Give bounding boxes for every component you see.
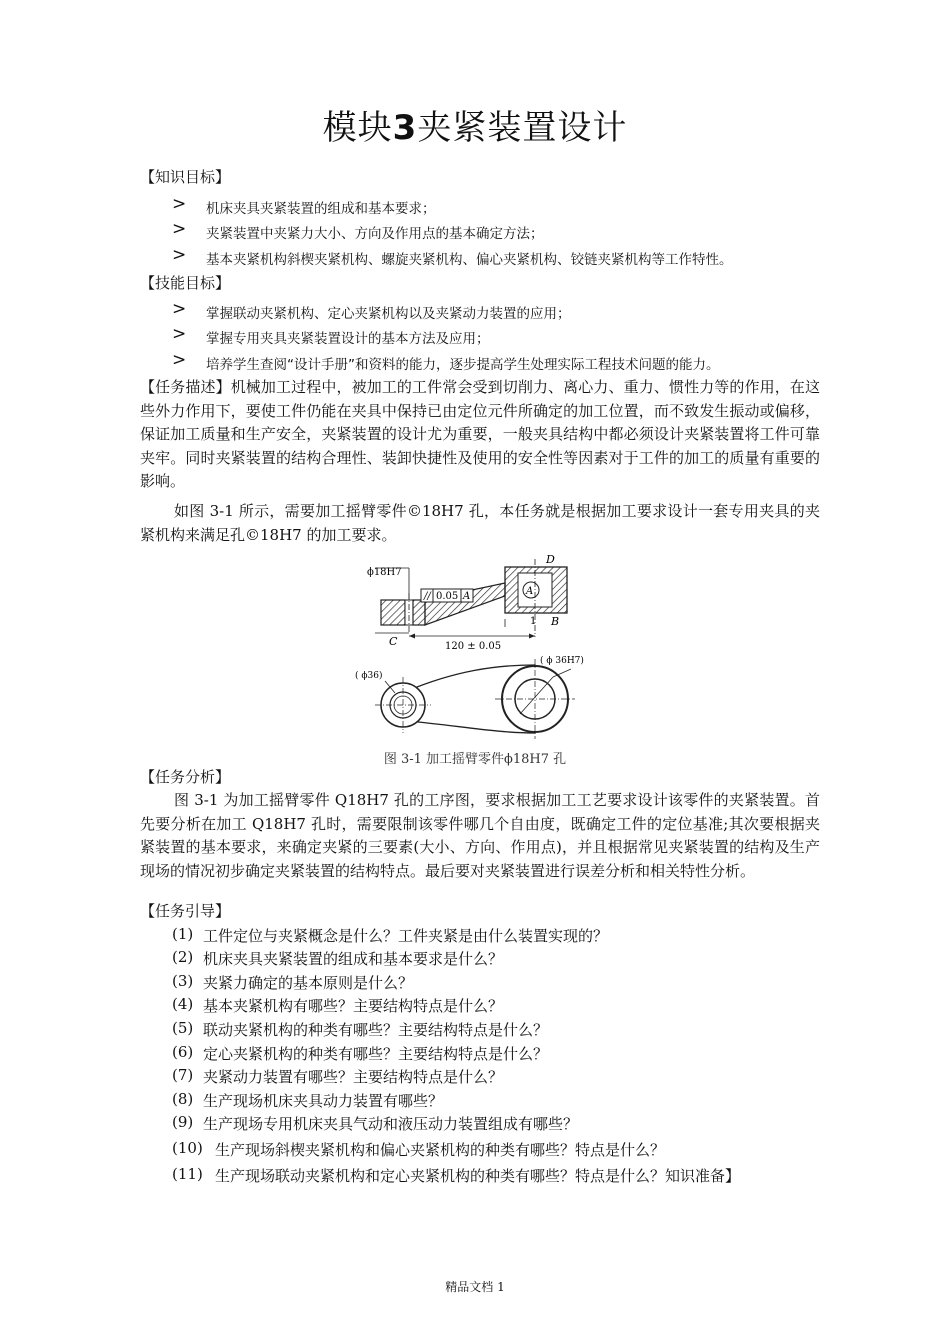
label-a-mark: A: [526, 586, 534, 597]
guide-item: (3) 夹紧力确定的基本原则是什么？: [172, 972, 414, 992]
guide-item: (5) 联动夹紧机构的种类有哪些？主要结构特点是什么？: [172, 1019, 549, 1039]
title-prefix: 模块: [322, 108, 393, 148]
guide-item: (9) 生产现场专用机床夹具气动和液压动力装置组成有哪些？: [172, 1113, 579, 1133]
guide-item: (11) 生产现场联动夹紧机构和定心夹紧机构的种类有哪些？特点是什么？知识准备】: [172, 1165, 741, 1185]
bullet-arrow-icon: >: [172, 324, 187, 344]
guide-item: (1) 工件定位与夹紧概念是什么？工件夹紧是由什么装置实现的？: [172, 925, 609, 945]
task-analysis-text: 图 3-1 为加工摇臂零件 Q18H7 孔的工序图，要求根据加工工艺要求设计该零件的夹紧装置。首先要分析在加工 Q18H7 孔时，需要限制该零件哪几个自由度，既确定工件的定位基准;其次要根据夹紧装置的基本要求，来确定夹紧的三要素(大小、方向、作用点)，并且根据常见夹紧装置的结构及生产现场的情况初步确定夹紧装置的结构特点。最后要对夹紧装置进行误差分析和相关特性分析。: [140, 791, 820, 880]
bullet-arrow-icon: >: [172, 350, 187, 370]
label-c-mark: C: [389, 635, 398, 648]
task-description-label: 【任务描述】: [140, 378, 231, 396]
page-title: [0, 100, 950, 149]
task-analysis-heading: 【任务分析】: [140, 768, 231, 786]
label-b-mark: B: [551, 615, 560, 628]
section-view: [367, 553, 567, 652]
bullet-arrow-icon: >: [172, 194, 187, 214]
label-d-top: D: [546, 553, 555, 566]
label-phi36h7: ( ϕ 36H7): [540, 656, 584, 666]
task-description: 【任务描述】机械加工过程中，被加工的工件常会受到切削力、离心力、重力、惯性力等的作用，在这些外力作用下，要使工件仍能在夹具中保持已由定位元件所确定的加工位置，而不致发生振动或偏移，保证加工质量和生产安全，夹紧装置的设计尤为重要，一般夹具结构中都必须设计夹紧装置将工件可靠夹牢。同时夹紧装置的结构合理性、装卸快捷性及使用的安全性等因素对于工件的加工的质量有重要的影响。: [140, 378, 820, 490]
guide-item: (7) 夹紧动力装置有哪些？主要结构特点是什么？: [172, 1066, 504, 1086]
guide-item: (6) 定心夹紧机构的种类有哪些？主要结构特点是什么？: [172, 1043, 549, 1063]
bullet-arrow-icon: >: [172, 299, 187, 319]
guide-item: (8) 生产现场机床夹具动力装置有哪些？: [172, 1090, 444, 1110]
bullet-arrow-icon: >: [172, 219, 187, 239]
knowledge-item: > 夹紧装置中夹紧力大小、方向及作用点的基本确定方法；: [172, 219, 544, 242]
label-phi18: ϕ18H7: [367, 567, 402, 578]
page-footer: 精品文档 1: [445, 1280, 505, 1294]
task-guide-heading: 【任务引导】: [140, 902, 231, 920]
skill-item: > 掌握专用夹具夹紧装置设计的基本方法及应用；: [172, 324, 490, 347]
knowledge-heading: 【知识目标】: [140, 168, 231, 186]
guide-item: (2) 机床夹具夹紧装置的组成和基本要求是什么？: [172, 948, 504, 968]
knowledge-item: > 基本夹紧机构斜楔夹紧机构、螺旋夹紧机构、偏心夹紧机构、铰链夹紧机构等工作特性。: [172, 245, 733, 268]
label-one-mark: 1: [530, 616, 537, 627]
guide-item: (4) 基本夹紧机构有哪些？主要结构特点是什么？: [172, 995, 504, 1015]
knowledge-item: > 机床夹具夹紧装置的组成和基本要求；: [172, 194, 436, 217]
plan-view: [355, 655, 584, 739]
rocker-arm-figure: [355, 553, 595, 745]
title-number: 3: [392, 108, 418, 148]
bullet-arrow-icon: >: [172, 245, 187, 265]
skill-item: > 培养学生查阅“设计手册”和资料的能力，逐步提高学生处理实际工程技术问题的能力。: [172, 350, 720, 373]
skill-item: > 掌握联动夹紧机构、定心夹紧机构以及夹紧动力装置的应用；: [172, 299, 571, 322]
figure-caption: 图 3-1 加工摇臂零件ϕ18H7 孔: [383, 752, 567, 767]
label-tol-val: 0.05: [436, 591, 459, 602]
task-description-figure-ref: 如图 3-1 所示，需要加工摇臂零件©18H7 孔，本任务就是根据加工要求设计一套专用夹具的夹紧机构来满足孔©18H7 的加工要求。: [140, 502, 820, 544]
skill-heading: 【技能目标】: [140, 274, 231, 292]
label-tol-ref: A: [463, 591, 471, 602]
label-phi36: ( ϕ36): [355, 671, 383, 681]
guide-item: (10) 生产现场斜楔夹紧机构和偏心夹紧机构的种类有哪些？特点是什么？: [172, 1139, 666, 1159]
title-suffix: 夹紧装置设计: [417, 108, 628, 148]
label-tol-sym: //: [424, 591, 431, 602]
label-dimension: 120 ± 0.05: [445, 641, 502, 652]
